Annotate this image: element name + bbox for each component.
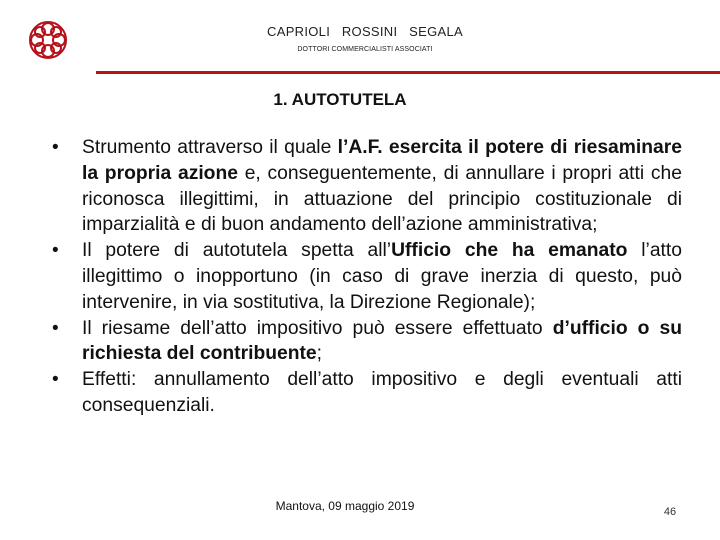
slide-title: 1. AUTOTUTELA: [273, 90, 407, 109]
bullet-text: Strumento attraverso il quale: [82, 137, 338, 158]
bullet-text-bold: d’ufficio o su richiesta del contribuente: [82, 317, 682, 365]
bullet-item: [52, 135, 682, 238]
bullet-dot-icon: •: [52, 137, 59, 158]
page-number: 46: [663, 506, 677, 518]
bullet-item: [52, 367, 682, 419]
firm-name: CAPRIOLI ROSSINI SEGALA: [267, 24, 463, 39]
bullet-text: l’atto illegittimo o inopportuno (in caso di grave inerzia di questo, può intervenire, in via sostitutiva, la Direzione Regionale);: [82, 240, 682, 313]
bullet-text-bold: Ufficio che ha emanato: [391, 240, 628, 262]
bullet-text-bold: l’A.F. esercita il potere di riesaminare la propria azione: [82, 137, 682, 184]
bullet-text: ;: [316, 343, 323, 365]
bullet-text: Il potere di autotutela spetta all’: [82, 240, 392, 262]
bullet-dot-icon: •: [52, 317, 59, 339]
bullet-item: [52, 316, 682, 368]
bullet-text: Il riesame dell’atto impositivo può essere effettuato: [82, 317, 553, 339]
bullet-text: Effetti: annullamento dell’atto impositivo e degli eventuali atti consequenziali.: [82, 369, 682, 416]
bullet-item: [52, 238, 682, 315]
bullet-list: [52, 135, 682, 419]
header-divider: [96, 71, 720, 74]
bullet-dot-icon: •: [52, 369, 59, 391]
bullet-dot-icon: •: [52, 240, 59, 262]
firm-subtitle: DOTTORI COMMERCIALISTI ASSOCIATI: [297, 46, 433, 53]
decorative-knot-icon: [26, 18, 70, 62]
bullet-text: e, conseguentemente, di annullare i propri atti che riconosca illegittimi, in attuazione del principio costituzionale di imparzialità e di buon andamento dell’azione amministrativa;: [82, 162, 682, 236]
footer-date: Mantova, 09 maggio 2019: [275, 499, 415, 513]
